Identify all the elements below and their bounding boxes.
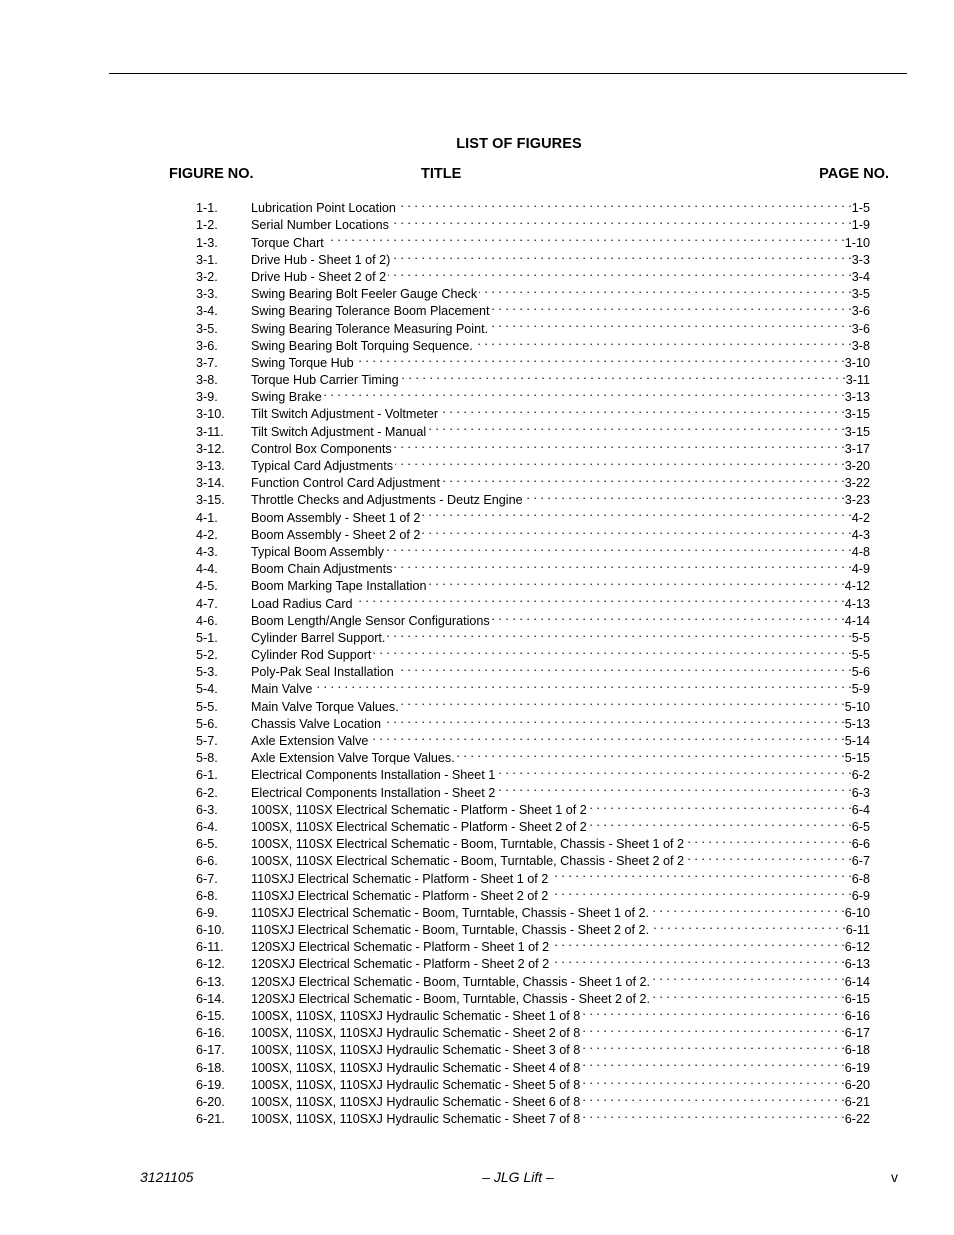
figure-number: 6-5. <box>196 837 218 852</box>
figure-number: 3-10. <box>196 407 225 422</box>
figure-title: 100SX, 110SX Electrical Schematic - Platform - Sheet 1 of 2 <box>251 802 587 817</box>
dot-leader <box>550 883 852 900</box>
dot-leader <box>395 453 845 470</box>
figure-title: Swing Torque Hub <box>251 355 354 370</box>
figure-title: Swing Bearing Bolt Feeler Gauge Check <box>251 287 478 302</box>
figure-page-number: 3-22 <box>844 476 870 491</box>
figure-title: Boom Marking Tape Installation <box>251 579 427 594</box>
title-column-header: TITLE <box>421 166 462 182</box>
figure-page-number: 4-8 <box>851 544 870 559</box>
figure-title: 100SX, 110SX, 110SXJ Hydraulic Schematic - Sheet 6 of 8 <box>251 1094 581 1109</box>
figure-page-number: 6-17 <box>844 1026 870 1041</box>
dot-leader <box>401 367 846 384</box>
figure-number: 5-6. <box>196 716 218 731</box>
figure-number: 6-21. <box>196 1112 225 1127</box>
page-number: v <box>891 1169 898 1185</box>
figure-title: Swing Bearing Tolerance Measuring Point. <box>251 321 489 336</box>
dot-leader <box>370 728 844 745</box>
figure-page-number: 1-5 <box>851 201 870 216</box>
figure-number: 6-18. <box>196 1060 225 1075</box>
figure-number: 6-11. <box>196 940 224 955</box>
figure-number: 5-5. <box>196 699 218 714</box>
figure-number: 6-8. <box>196 888 218 903</box>
dot-leader <box>396 659 852 676</box>
figure-number: 4-6. <box>196 613 218 628</box>
figure-page-number: 5-5 <box>851 648 870 663</box>
figure-title: Electrical Components Installation - Sheet 2 <box>251 785 496 800</box>
figure-number: 6-20. <box>196 1094 225 1109</box>
dot-leader <box>479 281 852 298</box>
figure-number: 4-5. <box>196 579 218 594</box>
publisher-name: – JLG Lift – <box>482 1169 554 1185</box>
figure-title: Chassis Valve Location <box>251 716 381 731</box>
figure-number: 5-3. <box>196 665 218 680</box>
figure-page-number: 3-23 <box>844 493 870 508</box>
dot-leader <box>392 247 852 264</box>
figure-number: 3-5. <box>196 321 218 336</box>
figure-title: 120SXJ Electrical Schematic - Boom, Turntable, Chassis - Sheet 1 of 2. <box>251 974 650 989</box>
document-number: 3121105 <box>140 1169 194 1185</box>
dot-leader <box>428 573 844 590</box>
figure-number: 1-2. <box>196 218 218 233</box>
figure-number: 4-4. <box>196 562 218 577</box>
figure-number: 3-3. <box>196 287 218 302</box>
figure-number: 3-6. <box>196 338 218 353</box>
figure-title: Control Box Components <box>251 441 392 456</box>
dot-leader <box>582 1054 845 1071</box>
figure-page-number: 6-11 <box>845 923 870 938</box>
figure-page-number: 6-8 <box>851 871 870 886</box>
figure-page-number: 4-2 <box>851 510 870 525</box>
figure-title: Typical Boom Assembly <box>251 544 384 559</box>
figure-page-number: 6-19 <box>844 1060 870 1075</box>
figure-number: 5-4. <box>196 682 218 697</box>
figure-page-number: 4-9 <box>851 562 870 577</box>
dot-leader <box>491 298 851 315</box>
figure-page-number: 6-12 <box>844 940 870 955</box>
figure-page-number: 6-7 <box>851 854 870 869</box>
figure-number: 6-2. <box>196 785 218 800</box>
figure-number: 3-12. <box>196 441 225 456</box>
figure-title: Tilt Switch Adjustment - Manual <box>251 424 427 439</box>
page-number-column-header: PAGE NO. <box>819 166 889 182</box>
figure-number: 3-7. <box>196 355 218 370</box>
figure-page-number: 4-13 <box>844 596 870 611</box>
figure-number: 1-1. <box>196 201 218 216</box>
figure-title: Boom Chain Adjustments <box>251 562 393 577</box>
dot-leader <box>324 384 845 401</box>
dot-leader <box>686 848 852 865</box>
dot-leader <box>582 1106 845 1123</box>
figure-list <box>196 195 870 1127</box>
dot-leader <box>386 539 852 556</box>
figure-title: 120SXJ Electrical Schematic - Platform - Sheet 2 of 2 <box>251 957 550 972</box>
dot-leader <box>401 693 845 710</box>
figure-number: 6-6. <box>196 854 218 869</box>
figure-page-number: 6-2 <box>851 768 870 783</box>
figure-number: 6-15. <box>196 1009 225 1023</box>
figure-number: 3-14. <box>196 476 225 491</box>
figure-number: 3-15. <box>196 493 225 508</box>
dot-leader <box>525 487 845 504</box>
dot-leader <box>398 195 852 212</box>
figure-title: 100SX, 110SX, 110SXJ Hydraulic Schematic - Sheet 5 of 8 <box>251 1077 581 1092</box>
figure-page-number: 5-13 <box>844 716 870 731</box>
figure-page-number: 3-10 <box>844 355 870 370</box>
figure-number: 6-16. <box>196 1026 225 1041</box>
figure-title: Axle Extension Valve <box>251 734 369 748</box>
dot-leader <box>582 1037 845 1054</box>
figure-title: 120SXJ Electrical Schematic - Boom, Turntable, Chassis - Sheet 2 of 2. <box>251 991 650 1006</box>
figure-title: Main Valve <box>251 682 313 697</box>
figure-number: 6-1. <box>196 768 218 783</box>
dot-leader <box>422 522 851 539</box>
dot-leader <box>394 556 851 573</box>
dot-leader <box>551 951 845 968</box>
dot-leader <box>387 625 851 642</box>
figure-page-number: 6-21 <box>844 1094 870 1109</box>
figure-title: Torque Hub Carrier Timing <box>251 373 399 388</box>
figure-number: 4-3. <box>196 544 218 559</box>
figure-number: 3-2. <box>196 269 218 284</box>
dot-leader <box>582 1020 845 1037</box>
figure-page-number: 5-9 <box>851 682 870 697</box>
figure-title: 100SX, 110SX Electrical Schematic - Boom, Turntable, Chassis - Sheet 1 of 2 <box>251 837 685 852</box>
dot-leader <box>440 401 845 418</box>
figure-page-number: 3-20 <box>844 459 870 473</box>
dot-leader <box>383 711 845 728</box>
figure-title: Swing Bearing Bolt Torquing Sequence. <box>251 338 473 353</box>
figure-number: 6-17. <box>196 1043 225 1058</box>
dot-leader <box>651 917 846 934</box>
figure-entry[interactable] <box>196 195 870 216</box>
dot-leader <box>490 315 852 332</box>
dot-leader <box>497 762 851 779</box>
dot-leader <box>326 229 845 246</box>
dot-leader <box>388 264 852 281</box>
figure-number: 6-3. <box>196 802 218 817</box>
figure-number: 3-8. <box>196 373 218 388</box>
figure-number: 4-7. <box>196 596 218 611</box>
figure-title: 110SXJ Electrical Schematic - Boom, Turntable, Chassis - Sheet 1 of 2. <box>251 905 650 920</box>
figure-page-number: 4-14 <box>844 613 870 628</box>
figure-page-number: 1-10 <box>844 235 870 250</box>
figure-page-number: 6-20 <box>844 1077 870 1092</box>
figure-page-number: 6-5 <box>851 819 870 834</box>
figure-title: 100SX, 110SX, 110SXJ Hydraulic Schematic - Sheet 4 of 8 <box>251 1060 581 1075</box>
dot-leader <box>373 642 851 659</box>
figure-number: 3-1. <box>196 252 218 267</box>
figure-title: Torque Chart <box>251 235 324 250</box>
figure-page-number: 6-9 <box>851 888 870 903</box>
figure-page-number: 3-17 <box>844 441 870 456</box>
figure-number: 6-14. <box>196 991 225 1006</box>
figure-page-number: 6-13 <box>844 957 870 972</box>
figure-title: Serial Number Locations <box>251 218 389 233</box>
figure-page-number: 5-14 <box>844 734 870 748</box>
figure-number: 3-11. <box>196 424 224 439</box>
figure-title: Swing Brake <box>251 390 322 405</box>
dot-leader <box>356 350 845 367</box>
figure-number: 5-1. <box>196 630 218 645</box>
figure-title: 100SX, 110SX Electrical Schematic - Boom, Turntable, Chassis - Sheet 2 of 2 <box>251 854 685 869</box>
figure-page-number: 5-5 <box>851 630 870 645</box>
header-rule <box>109 73 907 74</box>
figure-page-number: 3-6 <box>851 304 870 319</box>
figure-page-number: 6-18 <box>844 1043 870 1058</box>
figure-number: 6-4. <box>196 819 218 834</box>
dot-leader <box>422 504 851 521</box>
figure-title: Drive Hub - Sheet 1 of 2) <box>251 252 391 267</box>
figure-title: Lubrication Point Location <box>251 201 396 216</box>
figure-title: Boom Assembly - Sheet 2 of 2 <box>251 527 421 542</box>
dot-leader <box>582 1089 845 1106</box>
figure-page-number: 3-13 <box>844 390 870 405</box>
figure-title: Typical Card Adjustments <box>251 459 394 473</box>
dot-leader <box>394 436 845 453</box>
figure-page-number: 3-11 <box>845 373 870 388</box>
figure-number: 4-2. <box>196 527 218 542</box>
figure-number: 6-9. <box>196 905 218 920</box>
figure-title: 100SX, 110SX, 110SXJ Hydraulic Schematic - Sheet 2 of 8 <box>251 1026 581 1041</box>
figure-number: 3-13. <box>196 459 225 473</box>
figure-number: 5-8. <box>196 751 218 766</box>
figure-number: 6-10. <box>196 923 225 938</box>
figure-page-number: 6-10 <box>844 905 870 920</box>
dot-leader <box>582 1003 845 1020</box>
figure-page-number: 3-15 <box>844 407 870 422</box>
dot-leader <box>475 333 852 350</box>
dot-leader <box>497 779 851 796</box>
dot-leader <box>391 212 852 229</box>
figure-number: 6-19. <box>196 1077 225 1092</box>
figure-title: Function Control Card Adjustment <box>251 476 440 491</box>
figure-title: Boom Length/Angle Sensor Configurations <box>251 613 490 628</box>
dot-leader <box>457 745 845 762</box>
figure-title: Swing Bearing Tolerance Boom Placement <box>251 304 490 319</box>
figure-number: 6-7. <box>196 871 218 886</box>
dot-leader <box>652 968 845 985</box>
figure-page-number: 4-3 <box>851 527 870 542</box>
figure-number: 6-13. <box>196 974 225 989</box>
figure-title: Electrical Components Installation - Sheet 1 <box>251 768 496 783</box>
figure-page-number: 6-4 <box>851 802 870 817</box>
figure-title: 100SX, 110SX, 110SXJ Hydraulic Schematic - Sheet 7 of 8 <box>251 1112 581 1127</box>
figure-number: 6-12. <box>196 957 225 972</box>
figure-title: Cylinder Barrel Support. <box>251 630 386 645</box>
figure-title: Axle Extension Valve Torque Values. <box>251 751 455 766</box>
figure-number-column-header: FIGURE NO. <box>169 166 254 182</box>
figure-page-number: 6-14 <box>844 974 870 989</box>
figure-page-number: 1-9 <box>851 218 870 233</box>
figure-page-number: 4-12 <box>844 579 870 594</box>
figure-page-number: 3-15 <box>844 424 870 439</box>
figure-title: 110SXJ Electrical Schematic - Boom, Turntable, Chassis - Sheet 2 of 2. <box>251 923 650 938</box>
figure-title: Main Valve Torque Values. <box>251 699 399 714</box>
figure-number: 5-2. <box>196 648 218 663</box>
figure-title: Load Radius Card <box>251 596 353 611</box>
figure-page-number: 5-6 <box>851 665 870 680</box>
dot-leader <box>492 608 845 625</box>
dot-leader <box>651 900 845 917</box>
dot-leader <box>686 831 852 848</box>
figure-title: Drive Hub - Sheet 2 of 2 <box>251 269 387 284</box>
figure-title: 100SX, 110SX, 110SXJ Hydraulic Schematic - Sheet 3 of 8 <box>251 1043 581 1058</box>
figure-page-number: 6-3 <box>851 785 870 800</box>
page-title: LIST OF FIGURES <box>456 136 582 152</box>
figure-title: Throttle Checks and Adjustments - Deutz Engine <box>251 493 523 508</box>
figure-page-number: 5-10 <box>844 699 870 714</box>
dot-leader <box>589 797 852 814</box>
figure-title: 120SXJ Electrical Schematic - Platform - Sheet 1 of 2 <box>251 940 550 955</box>
figure-title: Poly-Pak Seal Installation <box>251 665 394 680</box>
figure-page-number: 6-15 <box>844 991 870 1006</box>
figure-number: 1-3. <box>196 235 218 250</box>
figure-page-number: 3-3 <box>851 252 870 267</box>
figure-page-number: 3-4 <box>851 269 870 284</box>
figure-page-number: 6-16 <box>844 1009 870 1023</box>
figure-number: 3-4. <box>196 304 218 319</box>
figure-title: Tilt Switch Adjustment - Voltmeter <box>251 407 439 422</box>
dot-leader <box>652 986 845 1003</box>
figure-title: 100SX, 110SX Electrical Schematic - Platform - Sheet 2 of 2 <box>251 819 587 834</box>
figure-page-number: 3-8 <box>851 338 870 353</box>
dot-leader <box>314 676 851 693</box>
figure-number: 5-7. <box>196 734 218 748</box>
figure-title: 110SXJ Electrical Schematic - Platform - Sheet 2 of 2 <box>251 888 549 903</box>
dot-leader <box>550 865 852 882</box>
figure-page-number: 3-5 <box>851 287 870 302</box>
figure-page-number: 3-6 <box>851 321 870 336</box>
figure-number: 4-1. <box>196 510 218 525</box>
figure-page-number: 6-22 <box>844 1112 870 1127</box>
figure-page-number: 6-6 <box>851 837 870 852</box>
figure-title: Cylinder Rod Support <box>251 648 372 663</box>
dot-leader <box>442 470 845 487</box>
dot-leader <box>355 590 845 607</box>
dot-leader <box>582 1072 845 1089</box>
figure-number: 3-9. <box>196 390 218 405</box>
figure-title: 100SX, 110SX, 110SXJ Hydraulic Schematic - Sheet 1 of 8 <box>251 1009 581 1023</box>
dot-leader <box>428 418 845 435</box>
dot-leader <box>589 814 852 831</box>
figure-page-number: 5-15 <box>844 751 870 766</box>
figure-title: 110SXJ Electrical Schematic - Platform - Sheet 1 of 2 <box>251 871 549 886</box>
dot-leader <box>551 934 845 951</box>
figure-title: Boom Assembly - Sheet 1 of 2 <box>251 510 421 525</box>
